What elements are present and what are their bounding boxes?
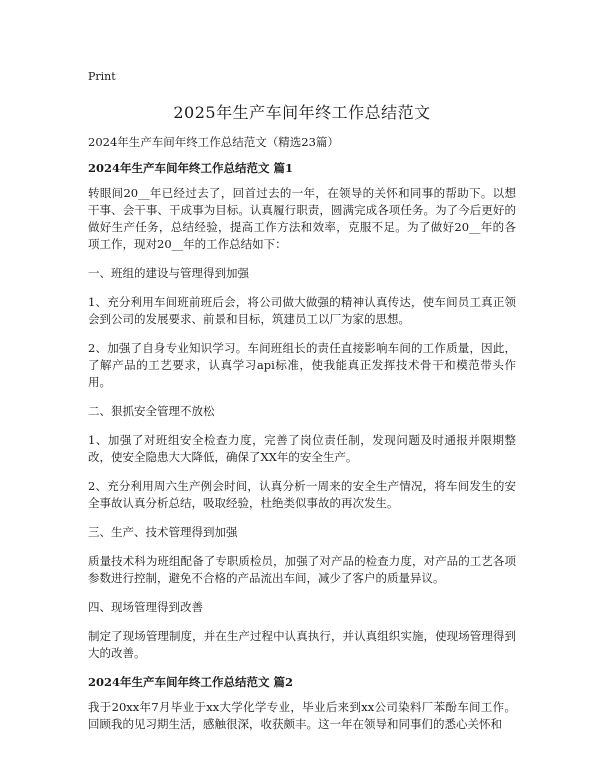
section1-paragraph-2: 2、加强了自身专业知识学习。车间班组长的责任直接影响车间的工作质量，因此，了解产品的工艺要求，认真学习api标准，使我能真正发挥技术骨干和模范带头作用。 [88,341,516,389]
section-heading-4: 四、现场管理得到改善 [88,600,203,614]
page-title: 2025年生产车间年终工作总结范文 [173,103,431,122]
section-heading-3: 三、生产、技术管理得到加强 [88,525,238,539]
article-heading-2: 2024年生产车间年终工作总结范文 篇2 [88,675,294,689]
article-content [88,160,516,745]
print-link[interactable]: Print [88,70,116,83]
article1-intro: 转眼间20__年已经过去了，回首过去的一年，在领导的关怀和同事的帮助下。以想干事、会干事、干成事为目标。认真履行职责，圆满完成各项任务。为了今后更好的做好生产任务，总结经验，提高工作方法和效率，克服不足。为了做好20__年的各项工作，现对20__年的工作总结如下： [88,186,516,251]
section2-paragraph-2: 2、充分利用周六生产例会时间，认真分析一周来的安全生产情况，将车间发生的安全事故认真分析总结，吸取经验，杜绝类似事故的再次发生。 [88,479,516,510]
section4-paragraph-1: 制定了现场管理制度，并在生产过程中认真执行，并认真组织实施，使现场管理得到大的改善。 [88,629,516,660]
document-subtitle: 2024年生产车间年终工作总结范文（精选23篇） [88,135,339,149]
section2-paragraph-1: 1、加强了对班组安全检查力度，完善了岗位责任制，发现问题及时通报并限期整改，使安全隐患大大降低，确保了XX年的安全生产。 [88,433,516,464]
article-heading-1: 2024年生产车间年终工作总结范文 篇1 [88,161,294,175]
section1-paragraph-1: 1、充分利用车间班前班后会，将公司做大做强的精神认真传达，使车间员工真正领会到公司的发展要求、前景和目标，筑建员工以厂为家的思想。 [88,295,516,326]
section3-paragraph-1: 质量技术科为班组配备了专职质检员，加强了对产品的检查力度，对产品的工艺各项参数进行控制，避免不合格的产品流出车间，减少了客户的质量异议。 [88,554,516,585]
article2-paragraph-1: 我于20xx年7月毕业于xx大学化学专业，毕业后来到xx公司染料厂苯酚车间工作。回顾我的见习期生活，感触很深，收获颇丰。这一年在领导和同事们的悉心关怀和 [88,700,516,731]
section-heading-1: 一、班组的建设与管理得到加强 [88,266,249,280]
section-heading-2: 二、狠抓安全管理不放松 [88,404,215,418]
